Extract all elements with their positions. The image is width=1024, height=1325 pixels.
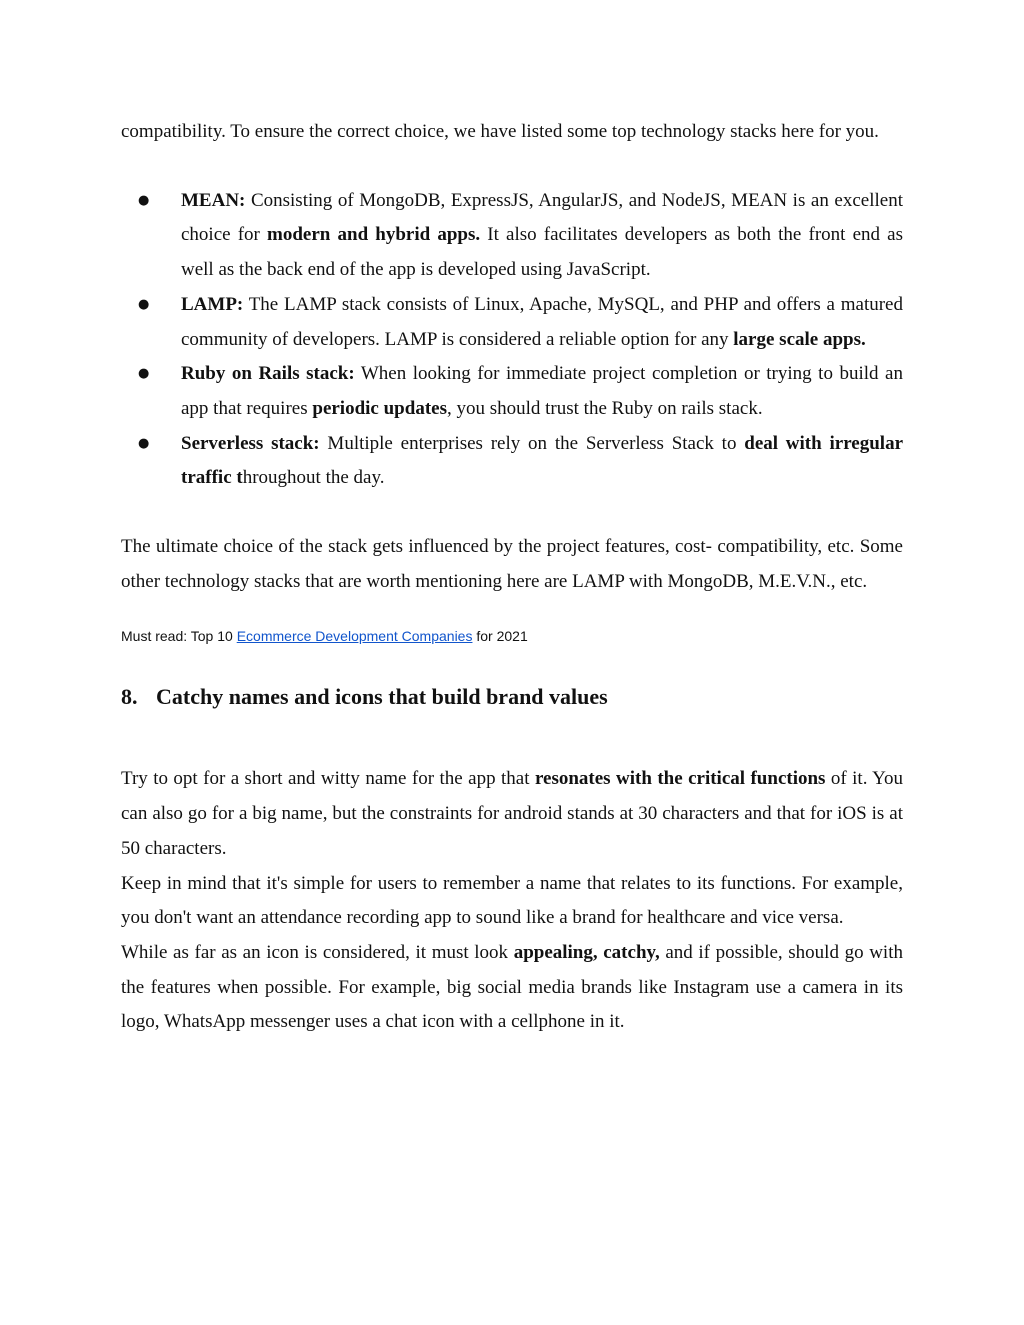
stack-name: LAMP: bbox=[181, 293, 244, 315]
naming-text: of it. You can also go for a big name, but the constraints for android stands at 30 characters and that for iOS is at 50 characters. bbox=[121, 768, 903, 859]
intro-text: compatibility. To ensure the correct choice, we have listed some top technology stacks here for you. bbox=[121, 121, 879, 142]
bullet-icon: ● bbox=[138, 296, 150, 312]
spacer bbox=[121, 599, 903, 626]
spacer bbox=[121, 150, 903, 184]
list-item-serverless bbox=[121, 427, 903, 496]
spacer bbox=[121, 496, 903, 530]
stack-text: When looking for immediate project completion or trying to build an app that requires bbox=[181, 363, 903, 419]
section-heading bbox=[121, 683, 903, 711]
section-title: Catchy names and icons that build brand values bbox=[156, 684, 608, 710]
stack-text: , you should trust the Ruby on rails stack. bbox=[446, 397, 763, 419]
ecommerce-companies-link[interactable]: Ecommerce Development Companies bbox=[236, 628, 473, 645]
stack-emphasis: modern and hybrid apps. bbox=[267, 224, 481, 246]
document-page bbox=[121, 115, 903, 1040]
conclusion-text: The ultimate choice of the stack gets influenced by the project features, cost- compatibility, etc. Some other technology stacks that are worth mentioning here are LAMP with MongoDB, M.E.V.N., etc. bbox=[121, 536, 903, 592]
section-number: 8. bbox=[121, 684, 138, 710]
list-item-mean bbox=[121, 184, 903, 288]
must-read-suffix: for 2021 bbox=[472, 628, 528, 645]
stack-text: It also facilitates developers as both the front end as well as the back end of the app is developed using JavaScript. bbox=[181, 224, 904, 281]
memorable-name-paragraph bbox=[121, 867, 903, 936]
memorable-name-text: Keep in mind that it's simple for users to remember a name that relates to its functions. For example, you don't want an attendance recording app to sound like a brand for healthcare and vice versa. bbox=[121, 872, 903, 929]
stack-text: The LAMP stack consists of Linux, Apache, MySQL, and PHP and offers a matured community of developers. LAMP is considered a reliable option for any bbox=[181, 293, 903, 350]
intro-paragraph bbox=[121, 115, 903, 150]
naming-paragraph bbox=[121, 762, 903, 866]
icon-text: and if possible, should go with the features when possible. For example, big social media brands like Instagram use a camera in its logo, WhatsApp messenger uses a chat icon with a cellphone in it. bbox=[121, 941, 903, 1033]
stack-text: Multiple enterprises rely on the Serverless Stack to bbox=[319, 432, 745, 454]
stack-text: hroughout the day. bbox=[242, 467, 385, 489]
stack-name: Ruby on Rails stack: bbox=[181, 363, 355, 385]
icon-emphasis: appealing, catchy, bbox=[513, 941, 660, 963]
stack-text: Consisting of MongoDB, ExpressJS, AngularJS, and NodeJS, MEAN is an excellent choice for bbox=[181, 189, 903, 246]
spacer bbox=[121, 646, 903, 683]
list-item-lamp bbox=[121, 288, 903, 357]
stack-emphasis: deal with irregular traffic t bbox=[181, 432, 903, 489]
icon-paragraph bbox=[121, 936, 903, 1040]
bullet-icon: ● bbox=[138, 366, 150, 382]
conclusion-paragraph bbox=[121, 530, 903, 599]
icon-text: While as far as an icon is considered, it must look bbox=[121, 941, 514, 963]
naming-text: Try to opt for a short and witty name for the app that bbox=[121, 768, 535, 790]
stack-emphasis: periodic updates bbox=[312, 397, 447, 419]
bullet-icon: ● bbox=[138, 435, 150, 451]
list-item-ruby-on-rails bbox=[121, 357, 903, 426]
spacer bbox=[121, 711, 903, 762]
naming-emphasis: resonates with the critical functions bbox=[534, 768, 826, 790]
tech-stack-list bbox=[121, 184, 903, 496]
bullet-icon: ● bbox=[138, 192, 150, 208]
stack-name: Serverless stack: bbox=[181, 432, 320, 454]
stack-name: MEAN: bbox=[181, 189, 246, 211]
must-read-line bbox=[121, 626, 903, 646]
stack-emphasis: large scale apps. bbox=[733, 328, 866, 350]
must-read-prefix: Must read: Top 10 bbox=[121, 628, 237, 645]
